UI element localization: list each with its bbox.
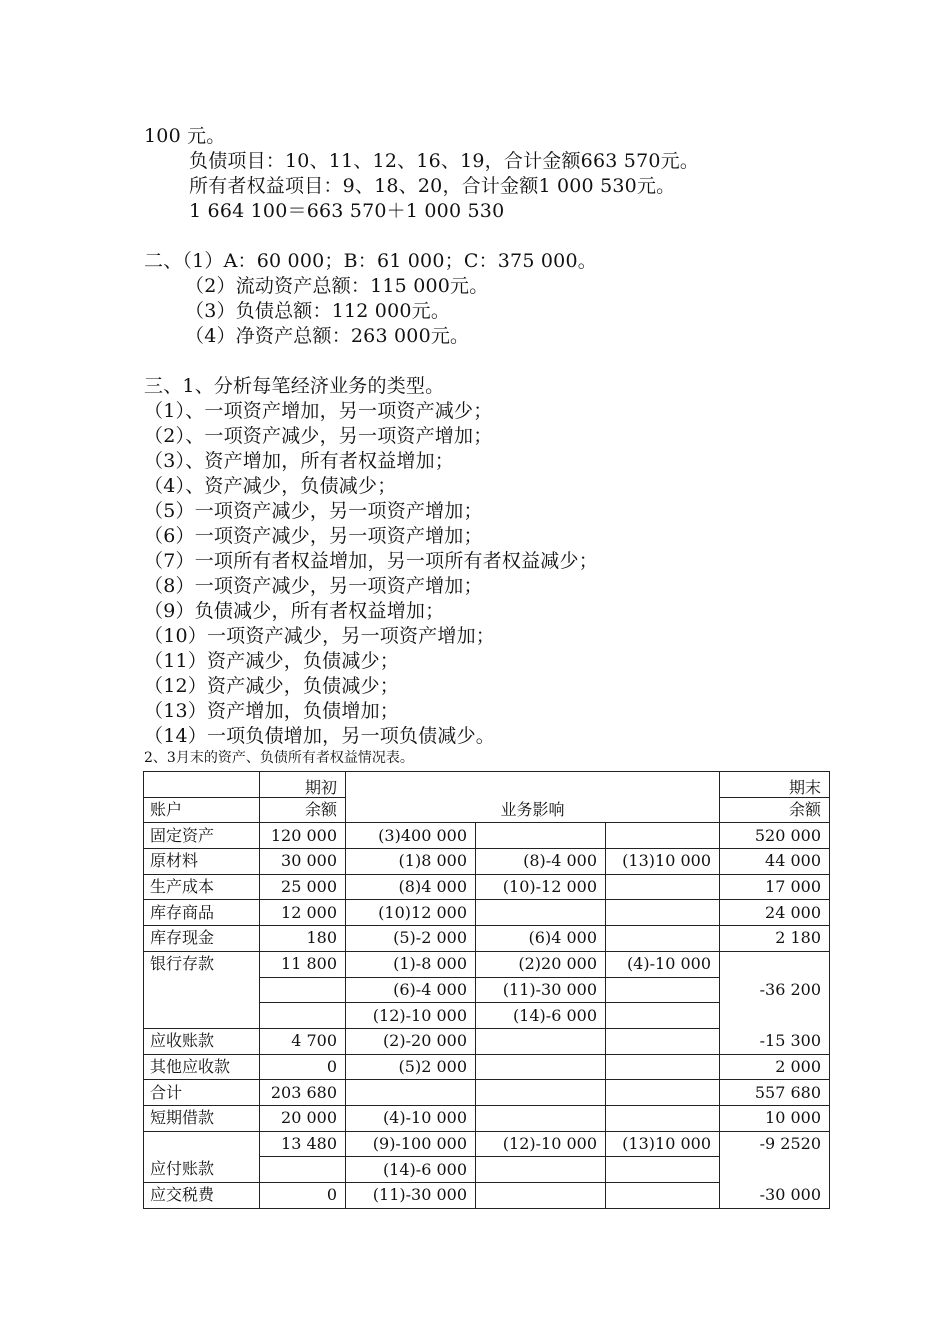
account-cell: 原材料 xyxy=(144,849,260,875)
text-line: （2）、一项资产减少，另一项资产增加； xyxy=(144,425,493,447)
opening-cell: 203 680 xyxy=(260,1080,346,1106)
text-line: （3）负债总额：112 000元。 xyxy=(185,300,451,322)
text-line: （9）负债减少，所有者权益增加； xyxy=(144,600,445,622)
closing-cell: -15 300 xyxy=(720,1028,830,1054)
opening-cell: 0 xyxy=(260,1183,346,1209)
closing-cell: 2 000 xyxy=(720,1054,830,1080)
account-cell xyxy=(144,1003,260,1029)
table-row xyxy=(144,1028,830,1054)
opening-cell xyxy=(260,1003,346,1029)
effect-cell: (5)-2 000 xyxy=(346,926,476,952)
opening-cell: 11 800 xyxy=(260,951,346,977)
header-effect: 业务影响 xyxy=(346,772,720,823)
text-line: （10）一项资产减少，另一项资产增加； xyxy=(144,625,495,647)
closing-cell: 10 000 xyxy=(720,1105,830,1131)
text-line: （2）流动资产总额：115 000元。 xyxy=(185,275,489,297)
effect-cell xyxy=(606,1054,720,1080)
effect-cell: (11)-30 000 xyxy=(476,977,606,1003)
closing-cell: 17 000 xyxy=(720,874,830,900)
effect-cell xyxy=(346,1080,476,1106)
header-opening-bottom: 余额 xyxy=(260,797,346,823)
text-line: （4）、资产减少，负债减少； xyxy=(144,475,397,497)
effect-cell: (5)2 000 xyxy=(346,1054,476,1080)
account-cell xyxy=(144,1131,260,1157)
effect-cell: (10)12 000 xyxy=(346,900,476,926)
text-line: （11）资产减少，负债减少； xyxy=(144,650,399,672)
effect-cell: (4)-10 000 xyxy=(606,951,720,977)
text-line: 所有者权益项目：9、18、20，合计金额1 000 530元。 xyxy=(189,175,676,197)
effect-cell: (14)-6 000 xyxy=(476,1003,606,1029)
opening-cell: 0 xyxy=(260,1054,346,1080)
account-cell: 生产成本 xyxy=(144,874,260,900)
effect-cell: (6)-4 000 xyxy=(346,977,476,1003)
table-row xyxy=(144,823,830,849)
effect-cell: (9)-100 000 xyxy=(346,1131,476,1157)
table-row xyxy=(144,1105,830,1131)
table-caption: 2、3月末的资产、负债所有者权益情况表。 xyxy=(144,750,414,766)
effect-cell xyxy=(476,1028,606,1054)
text-line: （6）一项资产减少，另一项资产增加； xyxy=(144,525,483,547)
text-line: （1）、一项资产增加，另一项资产减少； xyxy=(144,400,493,422)
opening-cell: 180 xyxy=(260,926,346,952)
effect-cell xyxy=(606,823,720,849)
header-account: 账户 xyxy=(144,797,260,823)
effect-cell xyxy=(606,1157,720,1183)
table-header-row xyxy=(144,772,830,798)
effect-cell: (13)10 000 xyxy=(606,1131,720,1157)
text-line: 1 664 100＝663 570＋1 000 530 xyxy=(189,200,505,222)
text-line: 100 元。 xyxy=(144,125,226,147)
closing-cell: -30 000 xyxy=(720,1183,830,1209)
account-cell: 其他应收款 xyxy=(144,1054,260,1080)
opening-cell: 120 000 xyxy=(260,823,346,849)
effect-cell xyxy=(606,874,720,900)
effect-cell: (2)-20 000 xyxy=(346,1028,476,1054)
text-line: （8）一项资产减少，另一项资产增加； xyxy=(144,575,483,597)
effect-cell: (1)-8 000 xyxy=(346,951,476,977)
effect-cell: (12)-10 000 xyxy=(346,1003,476,1029)
table-row xyxy=(144,1131,830,1157)
effect-cell: (11)-30 000 xyxy=(346,1183,476,1209)
account-cell: 固定资产 xyxy=(144,823,260,849)
table-row xyxy=(144,849,830,875)
text-line: （14）一项负债增加，另一项负债减少。 xyxy=(144,725,495,747)
closing-cell: 2 180 xyxy=(720,926,830,952)
text-line: （5）一项资产减少，另一项资产增加； xyxy=(144,500,483,522)
closing-cell: 520 000 xyxy=(720,823,830,849)
account-cell: 应付账款 xyxy=(144,1157,260,1183)
effect-cell: (4)-10 000 xyxy=(346,1105,476,1131)
closing-cell xyxy=(720,1157,830,1183)
effect-cell xyxy=(606,1003,720,1029)
text-line: （3）、资产增加，所有者权益增加； xyxy=(144,450,454,472)
effect-cell xyxy=(476,1157,606,1183)
opening-cell xyxy=(260,1157,346,1183)
account-cell: 短期借款 xyxy=(144,1105,260,1131)
effect-cell: (2)20 000 xyxy=(476,951,606,977)
closing-cell: 24 000 xyxy=(720,900,830,926)
account-cell: 库存商品 xyxy=(144,900,260,926)
table-row xyxy=(144,951,830,977)
header-closing-top: 期末 xyxy=(720,772,830,798)
effect-cell xyxy=(606,926,720,952)
effect-cell xyxy=(606,1080,720,1106)
effect-cell: (10)-12 000 xyxy=(476,874,606,900)
opening-cell: 13 480 xyxy=(260,1131,346,1157)
closing-cell: -36 200 xyxy=(720,951,830,1028)
effect-cell xyxy=(606,977,720,1003)
closing-cell: 557 680 xyxy=(720,1080,830,1106)
header-opening-top: 期初 xyxy=(260,772,346,798)
effect-cell: (6)4 000 xyxy=(476,926,606,952)
effect-cell: (1)8 000 xyxy=(346,849,476,875)
effect-cell: (3)400 000 xyxy=(346,823,476,849)
closing-cell: 44 000 xyxy=(720,849,830,875)
account-cell: 银行存款 xyxy=(144,951,260,977)
opening-cell: 25 000 xyxy=(260,874,346,900)
effect-cell xyxy=(476,823,606,849)
table-row xyxy=(144,900,830,926)
effect-cell: (8)4 000 xyxy=(346,874,476,900)
text-line: 二、（1）A：60 000；B：61 000；C：375 000。 xyxy=(144,250,597,272)
text-line: 负债项目：10、11、12、16、19，合计金额663 570元。 xyxy=(189,150,700,172)
effect-cell: (13)10 000 xyxy=(606,849,720,875)
effect-cell xyxy=(476,1183,606,1209)
effect-cell: (8)-4 000 xyxy=(476,849,606,875)
effect-cell: (14)-6 000 xyxy=(346,1157,476,1183)
effect-cell xyxy=(476,1054,606,1080)
header-cell xyxy=(144,772,260,798)
text-line: 三、1、分析每笔经济业务的类型。 xyxy=(144,375,445,397)
effect-cell: (12)-10 000 xyxy=(476,1131,606,1157)
account-cell: 库存现金 xyxy=(144,926,260,952)
effect-cell xyxy=(606,1028,720,1054)
closing-cell: -9 2520 xyxy=(720,1131,830,1157)
effect-cell xyxy=(476,1105,606,1131)
table-row xyxy=(144,926,830,952)
account-cell xyxy=(144,977,260,1003)
table-row xyxy=(144,1157,830,1183)
opening-cell: 20 000 xyxy=(260,1105,346,1131)
opening-cell: 30 000 xyxy=(260,849,346,875)
effect-cell xyxy=(476,900,606,926)
effect-cell xyxy=(476,1080,606,1106)
text-line: （4）净资产总额：263 000元。 xyxy=(185,325,470,347)
table-row xyxy=(144,1054,830,1080)
text-line: （13）资产增加，负债增加； xyxy=(144,700,399,722)
effect-cell xyxy=(606,1105,720,1131)
table-row xyxy=(144,1183,830,1209)
text-line: （7）一项所有者权益增加，另一项所有者权益减少； xyxy=(144,550,598,572)
balance-table xyxy=(143,771,830,1209)
text-line: （12）资产减少，负债减少； xyxy=(144,675,399,697)
table-row xyxy=(144,874,830,900)
opening-cell: 12 000 xyxy=(260,900,346,926)
opening-cell: 4 700 xyxy=(260,1028,346,1054)
table-row xyxy=(144,1080,830,1106)
effect-cell xyxy=(606,900,720,926)
account-cell: 应交税费 xyxy=(144,1183,260,1209)
account-cell: 应收账款 xyxy=(144,1028,260,1054)
account-cell: 合计 xyxy=(144,1080,260,1106)
effect-cell xyxy=(606,1183,720,1209)
header-closing-bottom: 余额 xyxy=(720,797,830,823)
opening-cell xyxy=(260,977,346,1003)
